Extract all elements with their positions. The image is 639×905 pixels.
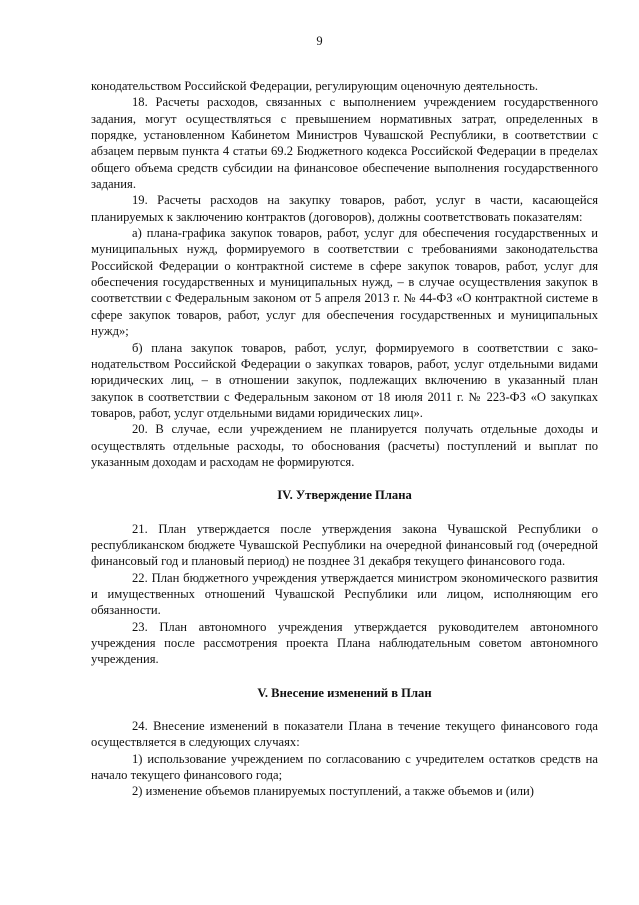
section-v-body bbox=[91, 718, 598, 800]
paragraph-21: 21. План утверждается после утверждения закона Чувашской Республики о республиканском бюджете Чувашской Республики на очередной финансовый год (очередной финансовый год и плановый период) не позднее 31 декабря текущего финансового года. bbox=[91, 521, 598, 569]
section-iv-body bbox=[91, 521, 598, 668]
paragraph-19: 19. Расчеты расходов на закупку товаров, работ, услуг в части, касающейся планируемых к заключению контрактов (договоров), должны соответствовать показателям: bbox=[91, 193, 598, 224]
document-body bbox=[91, 78, 598, 800]
section-heading-iv: IV. Утверждение Плана bbox=[277, 488, 412, 503]
paragraph-24: 24. Внесение изменений в показатели Плана в течение текущего финансового года осуществляется в следующих случаях: bbox=[91, 719, 598, 750]
paragraph-23: 23. План автономного учреждения утверждается руководителем автономного учреждения после рассмотрения проекта Плана наблюдательным советом автономного учреждения. bbox=[91, 619, 598, 667]
paragraph-19a: а) плана-графика закупок товаров, работ, услуг для обеспечения государственных и муниципальных нужд, формируемого в соответствии с требованиями законодательства Российской Федерации о контрактной системе в сфере закупок товаров, работ, услуг для обеспечения государственных и муниципальных нужд, – в случае осуществления закупок в соответствии с Федеральным законом от 5 апреля 2013 г. № 44-ФЗ «О контрактной системе в сфере закупок товаров, работ, услуг для обеспечения государственных и муниципальных нужд»; bbox=[91, 226, 598, 339]
section-heading-v: V. Внесение изменений в План bbox=[257, 685, 432, 700]
paragraph-24-1: 1) использование учреждением по согласованию с учредителем остатков средств на начало текущего финансового года; bbox=[91, 751, 598, 783]
paragraph-19b: б) плана закупок товаров, работ, услуг, формируемого в соответствии с законодательством Российской Федерации о закупках товаров, работ, услуг отдельными видами юридических лиц, – в отношении закупок, подлежащих включению в указанный план закупок в соответствии с Федеральным законом от 18 июля 2011 г. № 223-ФЗ «О закупках товаров, работ, услуг отдельными видами юридических лиц». bbox=[91, 340, 598, 420]
paragraph-20: 20. В случае, если учреждением не планируется получать отдельные доходы и осуществлять отдельные расходы, то обоснования (расчеты) поступлений и выплат по указанным доходам и расходам не формируются. bbox=[91, 422, 598, 469]
page-number: 9 bbox=[316, 34, 323, 48]
paragraph-24-2: 2) изменение объемов планируемых поступлений, а также объемов и (или) bbox=[132, 784, 534, 799]
paragraph-22: 22. План бюджетного учреждения утверждается министром экономического развития и имущественных отношений Чувашской Республики или лицом, исполняющим его обязанности. bbox=[91, 570, 598, 618]
paragraph-continuation: конодательством Российской Федерации, регулирующим оценочную деятельность. bbox=[91, 79, 539, 93]
paragraph-18: 18. Расчеты расходов, связанных с выполнением учреждением государственного задания, могут осуществляться с превышением нормативных затрат, определенных в порядке, установленном Кабинетом Министров Чувашской Республики, в соответствии с абзацем первым пункта 4 статьи 69.2 Бюджетного кодекса Российской Федерации в пределах общего объема средств субсидии на финансовое обеспечение выполнения государственного задания. bbox=[91, 95, 598, 192]
